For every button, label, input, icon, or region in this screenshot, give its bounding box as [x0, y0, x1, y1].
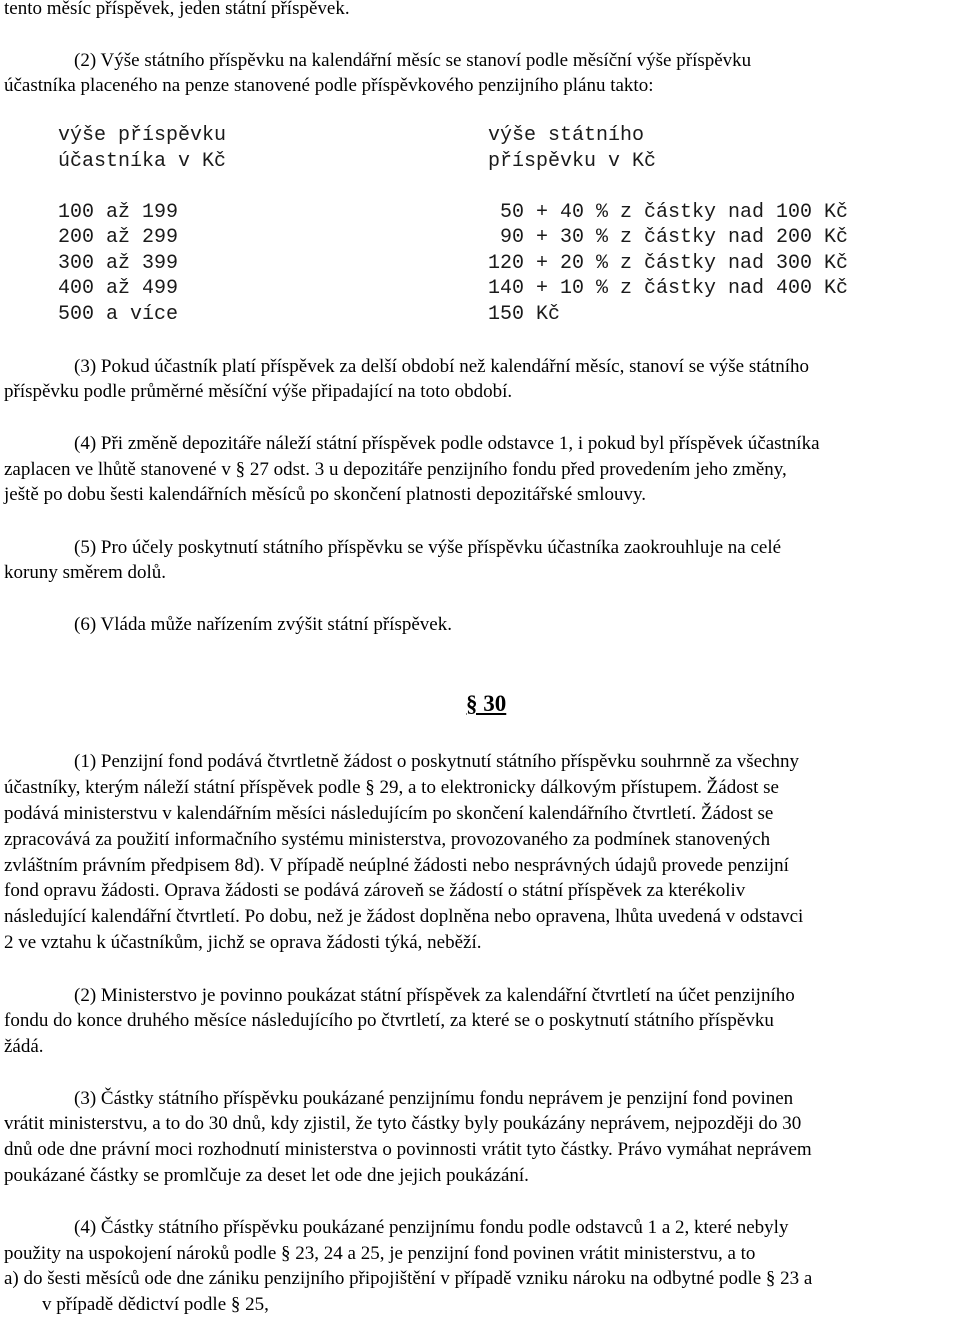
table-head-right: výše státního	[488, 124, 645, 147]
paragraph-line: fond opravu žádosti. Oprava žádosti se podává zároveň se žádostí o státní příspěvek za kterékoliv	[4, 880, 746, 901]
paragraph-line: účastníky, kterým náleží státní příspěvek podle § 29, a to elektronicky dálkovým přístupem. Žádost se	[4, 777, 779, 798]
paragraph-line: (5) Pro účely poskytnutí státního příspěvku se výše příspěvku účastníka zaokrouhluje na celé	[74, 537, 782, 558]
table-cell-left: 300 až 399	[58, 252, 179, 275]
paragraph-line: (1) Penzijní fond podává čtvrtletně žádost o poskytnutí státního příspěvku souhrnně za všechny	[74, 751, 800, 772]
paragraph-line: účastníka placeného na penze stanovené podle příspěvkového penzijního plánu takto:	[4, 75, 654, 96]
paragraph-line: ještě po dobu šesti kalendářních měsíců po skončení platnosti depozitářské smlouvy.	[4, 484, 646, 505]
paragraph-line: poukázané částky se promlčuje za deset let ode dne jejich poukázání.	[4, 1165, 529, 1186]
paragraph-line: vrátit ministerstvu, a to do 30 dnů, kdy zjistil, že tyto částky byly poukázány neprávem, nejpozději do 30	[4, 1113, 802, 1134]
table-cell-left: 200 až 299	[58, 226, 179, 249]
paragraph-line: zaplacen ve lhůtě stanovené v § 27 odst. 3 u depozitáře penzijního fondu před provedením jeho změny,	[4, 459, 787, 480]
paragraph-line: následující kalendářní čtvrtletí. Po dobu, než je žádost doplněna nebo opravena, lhůta uvedená v odstavci	[4, 906, 804, 927]
table-cell-right: 90 + 30 % z částky nad 200 Kč	[488, 226, 849, 249]
table-cell-left: 400 až 499	[58, 277, 179, 300]
paragraph-line: zvláštním právním předpisem 8d). V případě neúplné žádosti nebo nesprávných údajů provede penzijní	[4, 855, 789, 876]
paragraph-line: (3) Pokud účastník platí příspěvek za delší období než kalendářní měsíc, stanoví se výše státního	[74, 356, 810, 377]
paragraph-line: příspěvku podle průměrné měsíční výše připadající na toto období.	[4, 381, 513, 402]
paragraph-line: (4) Částky státního příspěvku poukázané penzijnímu fondu podle odstavců 1 a 2, které nebyly	[74, 1217, 789, 1238]
paragraph-line: 2 ve vztahu k účastníkům, jichž se oprava žádosti týká, neběží.	[4, 932, 482, 953]
table-cell-right: 150 Kč	[488, 303, 561, 326]
paragraph-line: a) do šesti měsíců ode dne zániku penzijního připojištění v případě vzniku nároku na odbytné podle § 23 a	[4, 1268, 813, 1289]
table-head-left: výše příspěvku	[58, 124, 227, 147]
paragraph-line: dnů ode dne právní moci rozhodnutí ministerstva o povinnosti vrátit tyto částky. Právo vymáhat neprávem	[4, 1139, 812, 1160]
table-head-left: účastníka v Kč	[58, 150, 227, 173]
table-cell-right: 120 + 20 % z částky nad 300 Kč	[488, 252, 849, 275]
paragraph-line: v případě dědictví podle § 25,	[42, 1294, 269, 1315]
table-cell-right: 140 + 10 % z částky nad 400 Kč	[488, 277, 849, 300]
section-heading: § 30	[466, 691, 507, 716]
paragraph-line: (3) Částky státního příspěvku poukázané penzijnímu fondu neprávem je penzijní fond povinen	[74, 1088, 794, 1109]
table-cell-left: 100 až 199	[58, 201, 179, 224]
table-head-right: příspěvku v Kč	[488, 150, 657, 173]
paragraph-line: zpracovává za použití informačního systému ministerstva, provozovaného za podmínek stanovených	[4, 829, 771, 850]
intro-tail: tento měsíc příspěvek, jeden státní příspěvek.	[4, 0, 350, 19]
paragraph-line: žádá.	[4, 1036, 44, 1057]
paragraph-line: (4) Při změně depozitáře náleží státní příspěvek podle odstavce 1, i pokud byl příspěvek účastníka	[74, 433, 820, 454]
paragraph-line: použity na uspokojení nároků podle § 23, 24 a 25, je penzijní fond povinen vrátit ministerstvu, a to	[4, 1243, 756, 1264]
paragraph-line: (2) Výše státního příspěvku na kalendářní měsíc se stanoví podle měsíční výše příspěvku	[74, 50, 752, 71]
table-cell-left: 500 a více	[58, 303, 179, 326]
paragraph-line: (6) Vláda může nařízením zvýšit státní příspěvek.	[74, 614, 452, 635]
table-cell-right: 50 + 40 % z částky nad 100 Kč	[488, 201, 849, 224]
paragraph-line: podává ministerstvu v kalendářním měsíci následujícím po skončení kalendářního čtvrtletí. Žádost se	[4, 803, 774, 824]
paragraph-line: fondu do konce druhého měsíce následujícího po čtvrtletí, za které se o poskytnutí státního příspěvku	[4, 1010, 774, 1031]
paragraph-line: (2) Ministerstvo je povinno poukázat státní příspěvek za kalendářní čtvrtletí na účet penzijního	[74, 985, 795, 1006]
paragraph-line: koruny směrem dolů.	[4, 562, 167, 583]
